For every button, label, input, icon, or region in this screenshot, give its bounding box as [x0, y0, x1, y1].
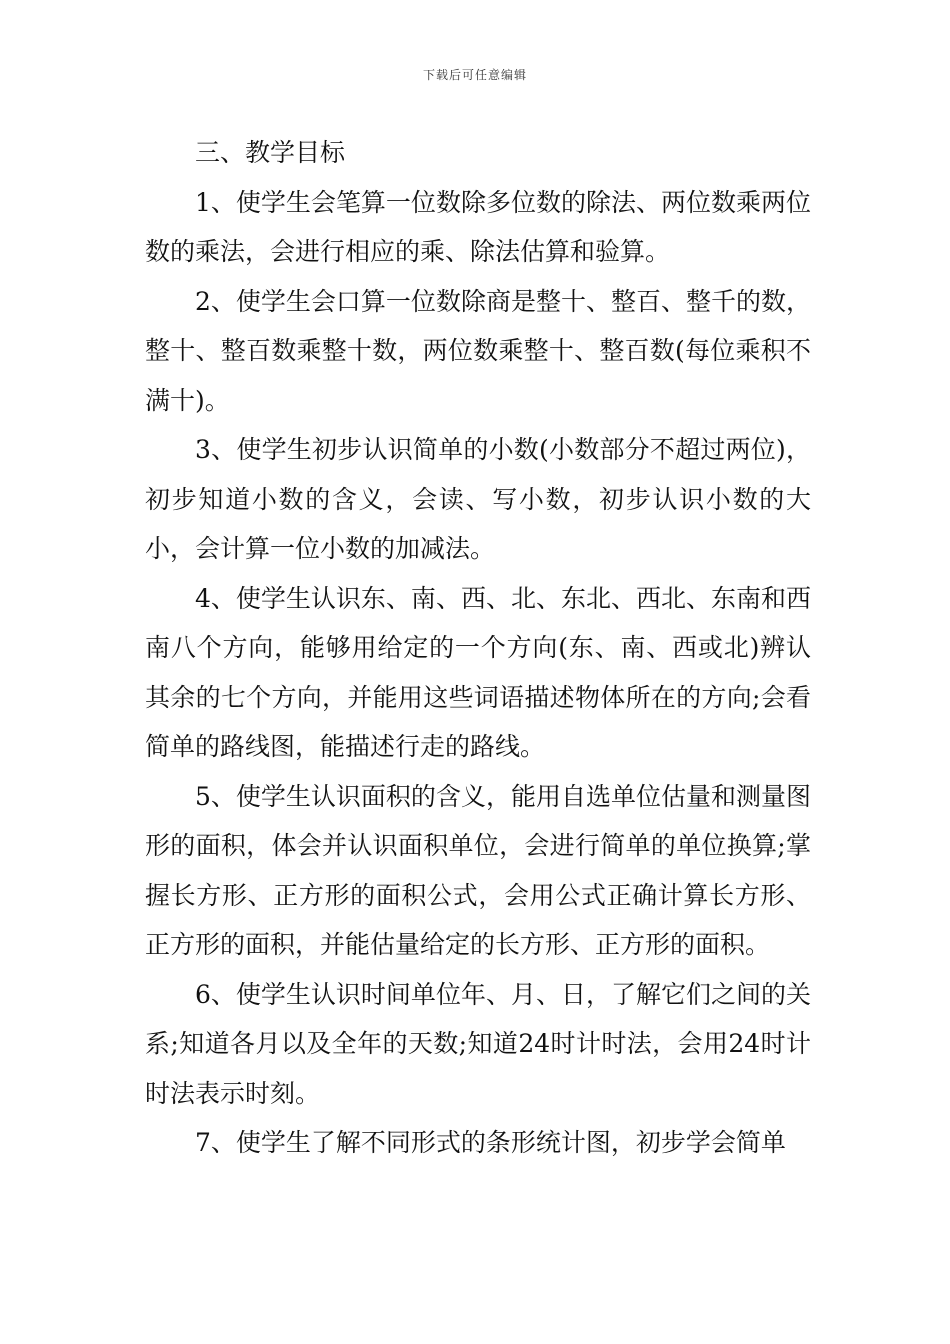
paragraph-4: 4、使学生认识东、南、西、北、东北、西北、东南和西南八个方向，能够用给定的一个方向(东、南、西或北)辨认其余的七个方向，并能用这些词语描述物体所在的方向;会看简单的路线图，能描述行走的路线。 [145, 583, 811, 761]
paragraph-1: 1、使学生会笔算一位数除多位数的除法、两位数乘两位数的乘法，会进行相应的乘、除法估算和验算。 [145, 187, 811, 266]
paragraph-5: 5、使学生认识面积的含义，能用自选单位估量和测量图形的面积，体会并认识面积单位，会进行简单的单位换算;掌握长方形、正方形的面积公式，会用公式正确计算长方形、正方形的面积，并能估量给定的长方形、正方形的面积。 [145, 781, 811, 959]
paragraph-3: 3、使学生初步认识简单的小数(小数部分不超过两位)，初步知道小数的含义，会读、写小数，初步认识小数的大小，会计算一位小数的加减法。 [145, 435, 811, 563]
paragraph-6: 6、使学生认识时间单位年、月、日，了解它们之间的关系;知道各月以及全年的天数;知道24时计时法，会用24时计时法表示时刻。 [145, 979, 811, 1108]
page-header-note: 下载后可任意编辑 [422, 68, 527, 82]
section-heading: 三、教学目标 [195, 138, 346, 167]
paragraph-7: 7、使学生了解不同形式的条形统计图，初步学会简单 [195, 1128, 786, 1157]
paragraph-2: 2、使学生会口算一位数除商是整十、整百、整千的数，整十、整百数乘整十数，两位数乘整十、整百数(每位乘积不满十)。 [145, 286, 811, 415]
document-body [145, 128, 811, 1168]
